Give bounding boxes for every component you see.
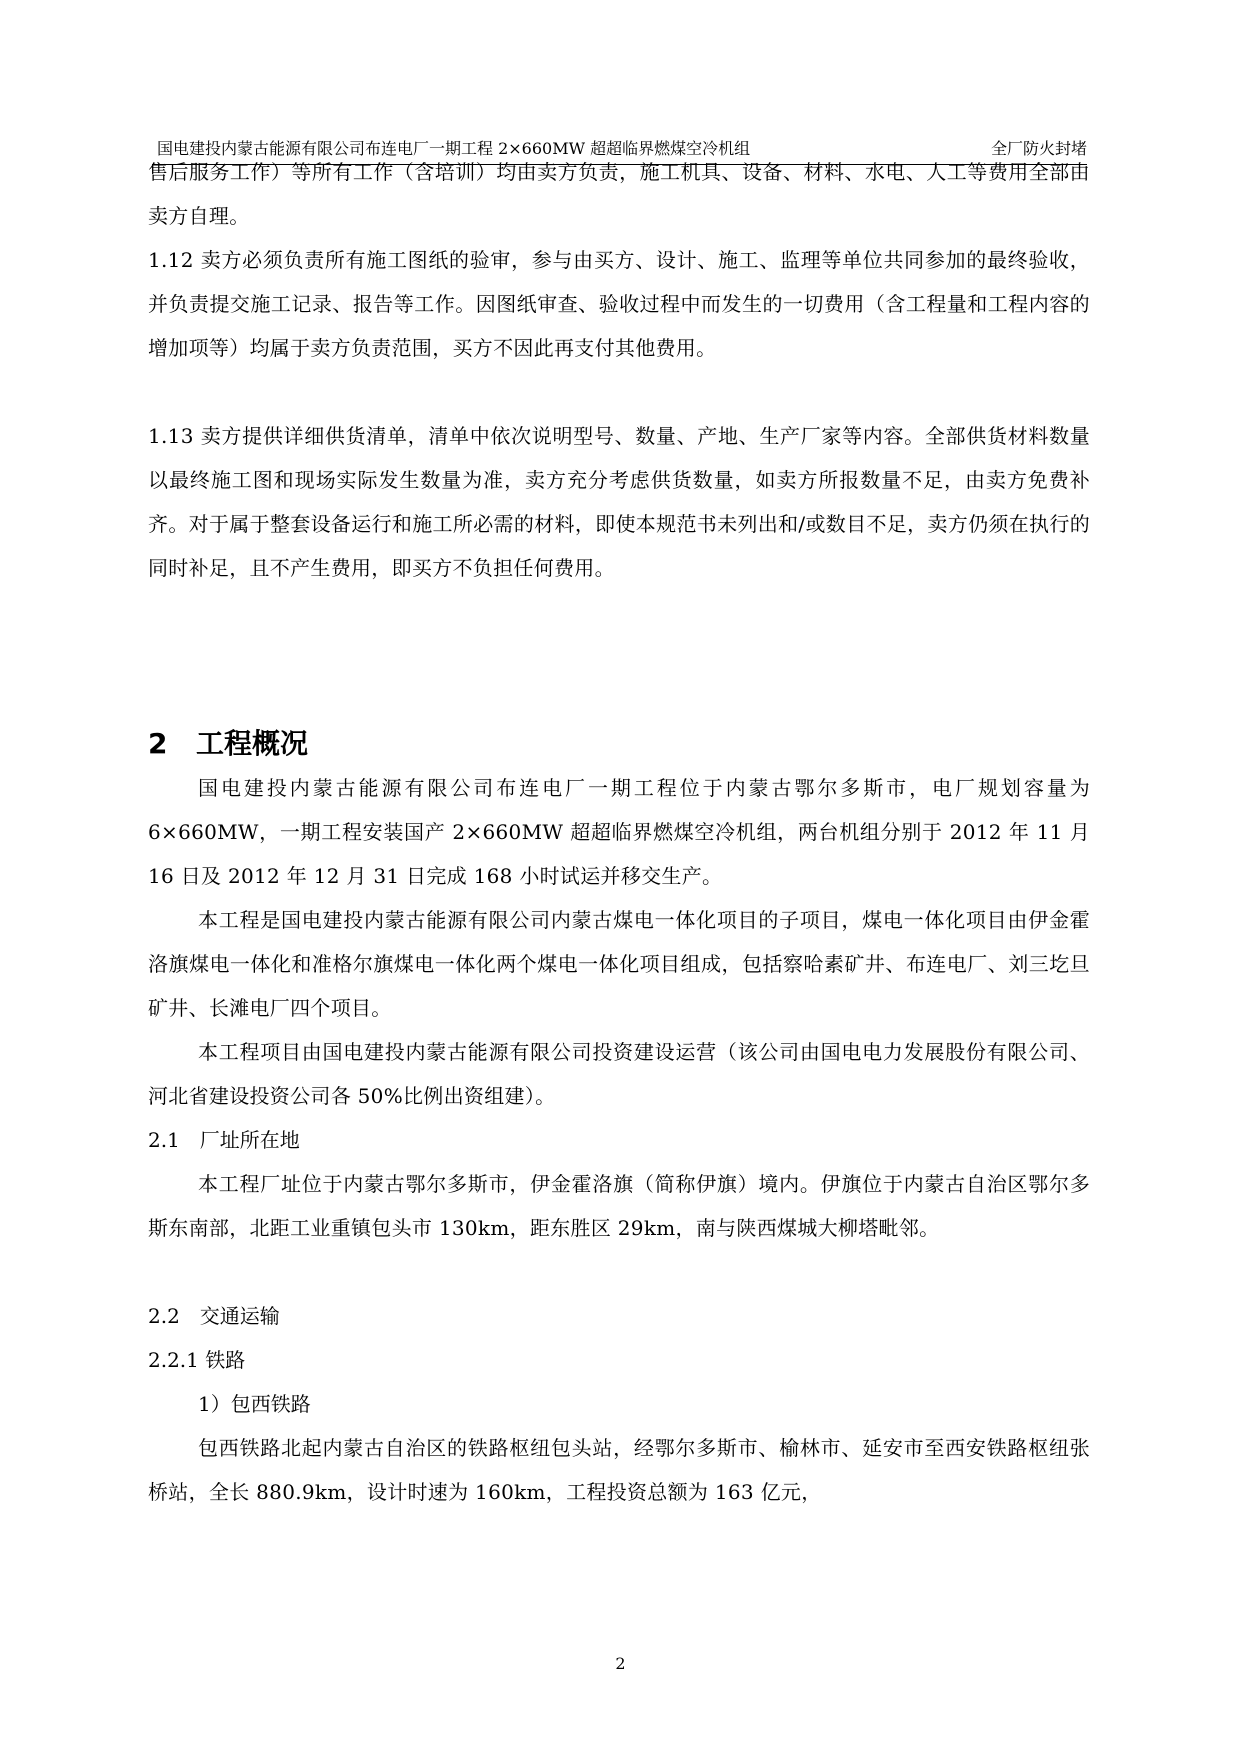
page-number: 2 [615, 1654, 626, 1673]
section-heading [148, 726, 308, 762]
paragraph-project: 本工程是国电建投内蒙古能源有限公司内蒙古煤电一体化项目的子项目，煤电一体化项目由伊金霍洛旗煤电一体化和准格尔旗煤电一体化两个煤电一体化项目组成，包括察哈素矿井、布连电厂、刘三圪旦矿井、长滩电厂四个项目。 [148, 908, 1090, 1020]
list-item-baoxi: 1）包西铁路 [198, 1392, 311, 1416]
section-title: 工程概况 [196, 727, 309, 760]
paragraph-overview: 国电建投内蒙古能源有限公司布连电厂一期工程位于内蒙古鄂尔多斯市，电厂规划容量为 6×660MW，一期工程安装国产 2×660MW 超超临界燃煤空冷机组，两台机组分别于 2012 年 11 月 16 日及 2012 年 12 月 31 日完成 168 小时试运并移交生产。 [148, 776, 1090, 888]
paragraph-after-sales: 售后服务工作）等所有工作（含培训）均由卖方负责，施工机具、设备、材料、水电、人工等费用全部由卖方自理。 [148, 160, 1090, 228]
paragraph-baoxi: 包西铁路北起内蒙古自治区的铁路枢纽包头站，经鄂尔多斯市、榆林市、延安市至西安铁路枢纽张桥站，全长 880.9km，设计时速为 160km，工程投资总额为 163 亿元， [148, 1436, 1090, 1504]
section-number: 2 [148, 727, 168, 760]
paragraph-investment: 本工程项目由国电建投内蒙古能源有限公司投资建设运营（该公司由国电电力发展股份有限公司、河北省建设投资公司各 50%比例出资组建）。 [148, 1040, 1090, 1108]
paragraph-site: 本工程厂址位于内蒙古鄂尔多斯市，伊金霍洛旗（简称伊旗）境内。伊旗位于内蒙古自治区鄂尔多斯东南部，北距工业重镇包头市 130km，距东胜区 29km，南与陕西煤城大柳塔毗邻。 [148, 1172, 1090, 1240]
paragraph-1-13: 1.13 卖方提供详细供货清单，清单中依次说明型号、数量、产地、生产厂家等内容。全部供货材料数量以最终施工图和现场实际发生数量为准，卖方充分考虑供货数量，如卖方所报数量不足，由卖方免费补齐。对于属于整套设备运行和施工所必需的材料，即使本规范书未列出和/或数目不足，卖方仍须在执行的同时补足，且不产生费用，即买方不负担任何费用。 [148, 424, 1090, 580]
paragraph-1-12: 1.12 卖方必须负责所有施工图纸的验审，参与由买方、设计、施工、监理等单位共同参加的最终验收，并负责提交施工记录、报告等工作。因图纸审查、验收过程中而发生的一切费用（含工程量和工程内容的增加项等）均属于卖方负责范围，买方不因此再支付其他费用。 [148, 248, 1090, 360]
subsection-2-2: 2.2 交通运输 [148, 1304, 280, 1328]
subsection-2-2-1: 2.2.1 铁路 [148, 1348, 246, 1372]
subsection-2-1: 2.1 厂址所在地 [148, 1128, 300, 1152]
header-section: 全厂防火封堵 [990, 139, 1087, 158]
header-title: 国电建投内蒙古能源有限公司布连电厂一期工程 2×660MW 超超临界燃煤空冷机组 [157, 139, 751, 158]
